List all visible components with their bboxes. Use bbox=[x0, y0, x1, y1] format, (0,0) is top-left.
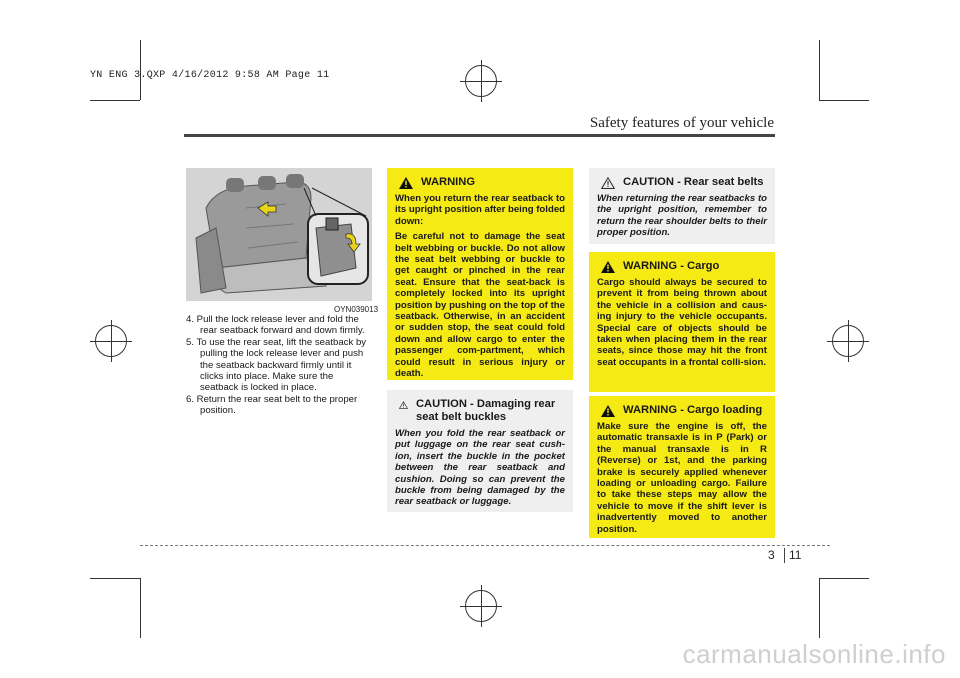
caution-triangle-icon bbox=[399, 399, 408, 411]
warning-loading-box bbox=[589, 396, 775, 538]
step-6: 6. Return the rear seat belt to the proper position. bbox=[186, 393, 358, 417]
caution-subtitle: - Rear seat belts bbox=[677, 176, 764, 188]
chapter-number: 3 bbox=[768, 548, 775, 562]
caution-triangle-icon bbox=[601, 177, 615, 189]
step-5: 5. To use the rear seat, lift the seatback by pulling the lock release lever and push the seatback backward firmly until it clicks into place. Make sure the seatback is locked in place. bbox=[186, 336, 367, 394]
page-number-separator bbox=[784, 548, 785, 563]
instruction-steps bbox=[186, 314, 372, 417]
warning-title bbox=[399, 176, 565, 189]
figure-code: OYN039013 bbox=[334, 305, 379, 314]
caution-subtitle: - Damaging rear seat belt buckles bbox=[415, 398, 556, 423]
warning-seatback-box bbox=[387, 168, 573, 380]
warning-subtitle: - Cargo loading bbox=[680, 404, 763, 416]
warning-triangle-icon bbox=[601, 405, 615, 417]
watermark: carmanualsonline.info bbox=[682, 639, 946, 669]
crop-mark bbox=[90, 578, 140, 579]
caution-buckles-box bbox=[387, 390, 573, 512]
caution-belts-box bbox=[589, 168, 775, 244]
warning-subtitle: - Cargo bbox=[680, 260, 720, 272]
print-slug: YN ENG 3.QXP 4/16/2012 9:58 AM Page 11 bbox=[90, 70, 330, 81]
section-header: Safety features of your vehicle bbox=[589, 115, 774, 131]
warning-loading-body: Make sure the engine is off, the automatic transaxle is in P (Park) or the manual transaxle is in R (Reverse) or 1st, and the parking brake is securely applied whenever loading or unloading cargo. Failure to take these steps may allow the vehicle to move if the shift lever is inadvertently moved to another position. bbox=[597, 421, 767, 535]
crop-mark bbox=[819, 578, 869, 579]
step-4: 4. Pull the lock release lever and fold the rear seatback forward and down firmly. bbox=[186, 314, 365, 337]
registration-mark-icon bbox=[832, 325, 864, 357]
crop-mark bbox=[90, 100, 140, 101]
warning-seatback-body: Be careful not to damage the seat belt webbing or buckle. Do not allow the seat belt webbing or buckle to get caught or pinched in the rear seat. Ensure that the seat-back is completely locked into its upright position by pushing on the top of the seatback. Otherwise, in an accident or sudden stop, the seat could fold down and allow cargo to enter the passenger com-partment, which could result in serious injury or death. bbox=[395, 231, 565, 380]
crop-mark bbox=[819, 100, 869, 101]
warning-cargo-box bbox=[589, 252, 775, 392]
rear-seat-illustration bbox=[186, 168, 372, 301]
warning-triangle-icon bbox=[399, 177, 413, 189]
warning-cargo-body: Cargo should always be secured to prevent it from being thrown about the vehicle in a collision and caus-ing injury to the vehicle occupants. Special care of objects should be taken when placing them in the rear seats, since those may hit the front seat occupants in a frontal colli-sion. bbox=[597, 277, 767, 368]
warning-title bbox=[601, 260, 767, 273]
caution-belts-body: When returning the rear seatbacks to the upright position, remember to return the rear shoulder belts to their proper position. bbox=[597, 193, 767, 239]
caution-title bbox=[601, 176, 767, 189]
warning-title bbox=[601, 404, 767, 417]
registration-mark-icon bbox=[465, 590, 497, 622]
caution-label: CAUTION bbox=[415, 398, 467, 410]
warning-label: WARNING bbox=[623, 404, 678, 416]
caution-buckles-body: When you fold the rear seatback or put luggage on the rear seat cush-ion, insert the buckle in the pocket between the rear seatback and cushion. Doing so can prevent the buckle from being damaged by the rear seatback or luggage. bbox=[395, 428, 565, 508]
caution-label: CAUTION bbox=[623, 176, 674, 188]
header-rule bbox=[184, 134, 775, 137]
caution-title bbox=[399, 398, 565, 424]
crop-mark bbox=[140, 578, 141, 638]
warning-seatback-intro: When you return the rear seatback to its upright position after being folded down: bbox=[395, 193, 566, 227]
page-number: 11 bbox=[789, 548, 802, 562]
crop-mark bbox=[819, 578, 820, 638]
warning-label: WARNING bbox=[623, 260, 678, 272]
warning-label: WARNING bbox=[421, 176, 476, 188]
footer-dashed-rule bbox=[140, 545, 830, 546]
crop-mark bbox=[819, 40, 820, 100]
registration-mark-icon bbox=[465, 65, 497, 97]
registration-mark-icon bbox=[95, 325, 127, 357]
warning-triangle-icon bbox=[601, 261, 615, 273]
